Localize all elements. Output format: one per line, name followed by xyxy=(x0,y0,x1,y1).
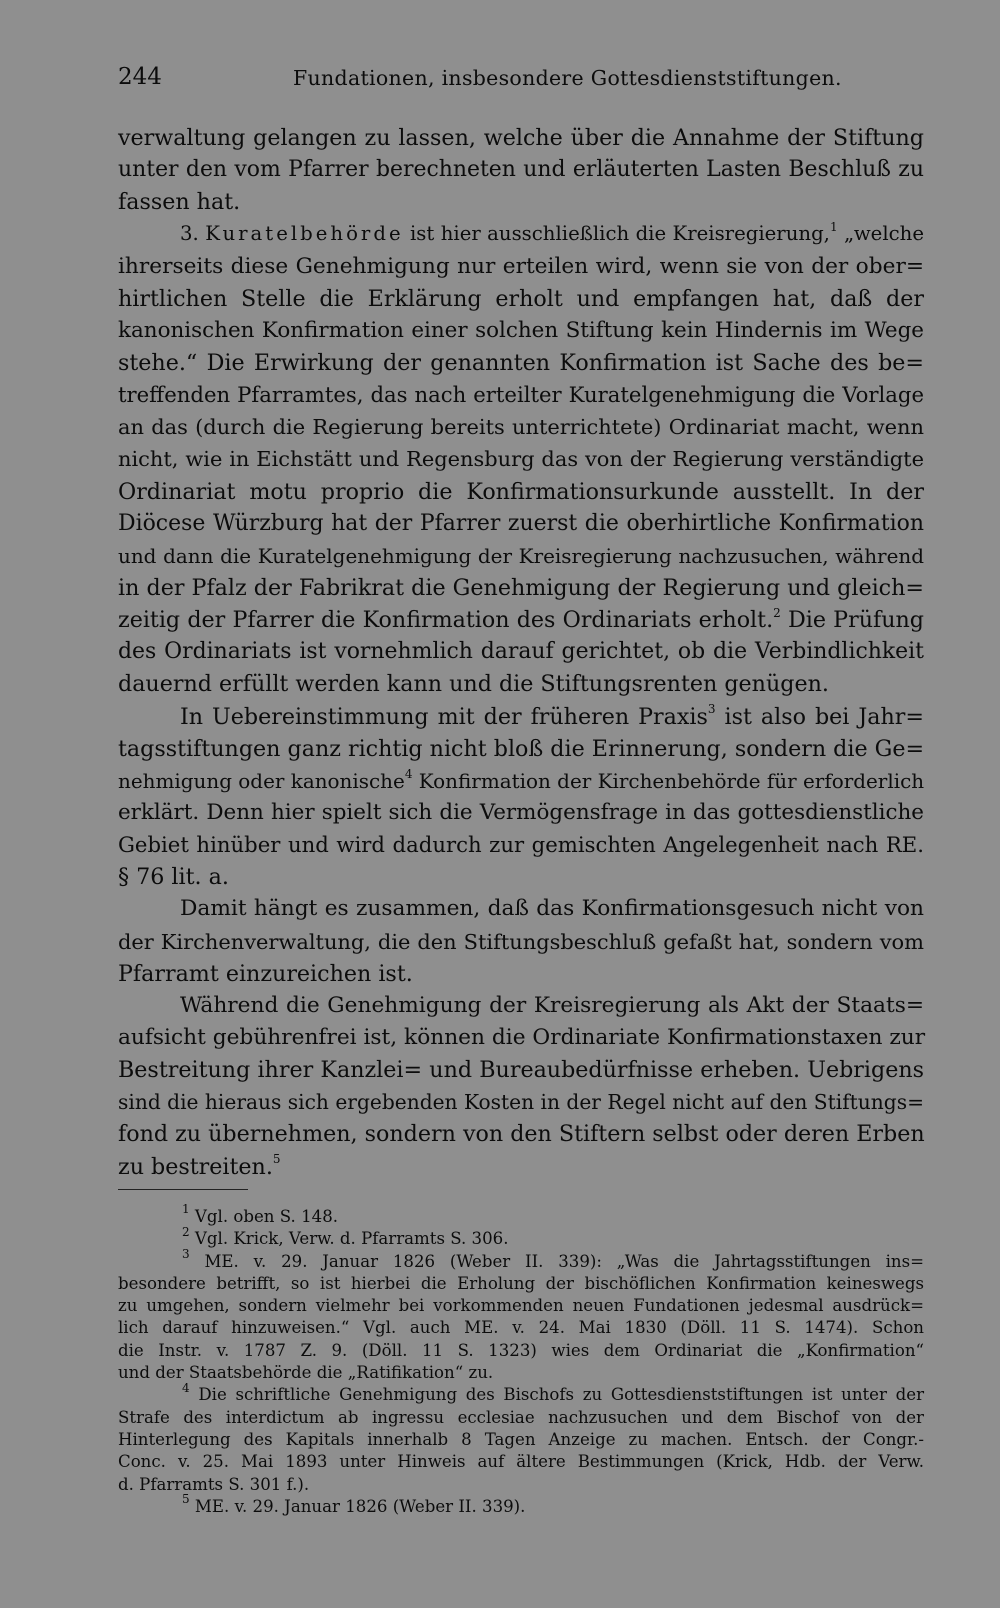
footnote-number: 4 xyxy=(182,1380,190,1395)
text-segment: zeitig der Pfarrer die Konfirmation des Ordinariats erholt. xyxy=(118,607,774,634)
text-line xyxy=(118,1151,924,1183)
text-line: verwaltung gelangen zu lassen, welche über die Annahme der Stiftung xyxy=(118,125,924,151)
text-line: stehe.“ Die Erwirkung der genannten Konfirmation ist Sache des be= xyxy=(118,349,924,376)
text-line: fond zu übernehmen, sondern von den Stiftern selbst oder deren Erben xyxy=(118,1121,925,1148)
text-line: § 76 lit. a. xyxy=(118,864,229,891)
text-line: an das (durch die Regierung bereits unterrichtete) Ordinariat macht, wenn xyxy=(118,415,924,440)
body-text xyxy=(118,122,924,1183)
text-line xyxy=(118,765,924,797)
footnote-ref: 2 xyxy=(773,605,781,620)
text-line: hirtlichen Stelle die Erklärung erholt und empfangen hat, daß der xyxy=(118,285,924,312)
text-line: Bestreitung ihrer Kanzlei= und Bureaubedürfnisse erheben. Uebrigens xyxy=(118,1057,924,1084)
running-title: Fundationen, insbesondere Gottesdienststiftungen. xyxy=(293,66,842,90)
text-line xyxy=(118,218,924,250)
footnote-line xyxy=(118,1492,924,1518)
footnote-line xyxy=(118,1380,924,1406)
text-segment: In Uebereinstimmung mit der früheren Praxis xyxy=(180,703,708,730)
footnote-text: ME. v. 29. Januar 1826 (Weber II. 339). xyxy=(189,1496,526,1516)
page-number: 244 xyxy=(118,64,162,90)
text-line: der Kirchenverwaltung, die den Stiftungsbeschluß gefaßt hat, sondern vom xyxy=(118,929,924,954)
text-segment: Konfirmation der Kirchenbehörde für erforderlich xyxy=(412,768,925,793)
footnote-text: Vgl. oben S. 148. xyxy=(189,1207,339,1226)
footnote-number: 1 xyxy=(182,1202,190,1217)
text-line: nicht, wie in Eichstätt und Regensburg das von der Regierung verständigte xyxy=(118,447,924,472)
footnote-separator xyxy=(118,1189,248,1190)
footnote-line: Hinterlegung des Kapitals innerhalb 8 Tagen Anzeige zu machen. Entsch. der Congr.- xyxy=(118,1429,924,1449)
paragraph-number: 3. xyxy=(180,222,206,246)
text-line: Damit hängt es zusammen, daß das Konfirmationsgesuch nicht von xyxy=(180,896,924,922)
footnote-line: besondere betrifft, so ist hierbei die Erholung der bischöflichen Konfirmation keineswegs xyxy=(118,1273,924,1293)
footnote-line: lich darauf hinzuweisen.“ Vgl. auch ME. v. 24. Mai 1830 (Döll. 11 S. 1474). Schon xyxy=(118,1318,924,1338)
footnote-text: Vgl. Krick, Verw. d. Pfarramts S. 306. xyxy=(189,1229,509,1249)
text-line: unter den vom Pfarrer berechneten und erläuterten Lasten Beschluß zu xyxy=(118,157,924,183)
footnote-line xyxy=(118,1202,924,1228)
text-line: in der Pfalz der Fabrikrat die Genehmigung der Regierung und gleich= xyxy=(118,574,924,601)
footnote-line: d. Pfarramts S. 301 f.). xyxy=(118,1474,310,1494)
text-segment: ist also bei Jahr= xyxy=(715,703,924,730)
emphasized-term: Kuratelbehörde xyxy=(205,222,404,246)
text-line: sind die hieraus sich ergebenden Kosten in der Regel nicht auf den Stiftungs= xyxy=(118,1090,924,1115)
text-line: treffenden Pfarramtes, das nach erteilter Kuratelgenehmigung die Vorlage xyxy=(118,382,924,408)
footnote-ref: 3 xyxy=(707,702,716,717)
text-line: Ordinariat motu proprio die Konfirmationsurkunde ausstellt. In der xyxy=(118,478,924,505)
text-segment: „welche xyxy=(837,222,924,246)
footnote-ref: 4 xyxy=(404,767,413,782)
text-line: des Ordinariats ist vornehmlich darauf gerichtet, ob die Verbindlichkeit xyxy=(118,639,924,665)
footnote-line: zu umgehen, sondern vielmehr bei vorkommenden neuen Fundationen jedesmal ausdrück= xyxy=(118,1296,924,1316)
footnote-ref: 1 xyxy=(829,219,838,234)
text-line: Pfarramt einzureichen ist. xyxy=(118,960,413,987)
footnote-line: Conc. v. 25. Mai 1893 unter Hinweis auf ältere Bestimmungen (Krick, Hdb. der Verw. xyxy=(118,1452,924,1472)
footnote-number: 5 xyxy=(182,1492,190,1507)
page-header xyxy=(118,64,903,100)
footnote-line: und der Staatsbehörde die „Ratifikation“ zu. xyxy=(118,1363,494,1383)
footnote-ref: 5 xyxy=(272,1152,281,1167)
footnote-line xyxy=(118,1224,924,1250)
text-line: aufsicht gebührenfrei ist, können die Ordinariate Konfirmationstaxen zur xyxy=(118,1024,926,1050)
text-line: dauernd erfüllt werden kann und die Stiftungsrenten genügen. xyxy=(118,671,829,698)
footnote-line: Strafe des interdictum ab ingressu ecclesiae nachzusuchen und dem Bischof von der xyxy=(118,1407,924,1427)
text-line: Gebiet hinüber und wird dadurch zur gemischten Angelegenheit nach RE. xyxy=(118,832,924,858)
footnote-text: Die schriftliche Genehmigung des Bischofs zu Gottesdienststiftungen ist unter der xyxy=(189,1385,924,1405)
footnote-number: 3 xyxy=(182,1247,190,1262)
footnote-text: ME. v. 29. Januar 1826 (Weber II. 339): „Was die Jahrtagsstiftungen ins= xyxy=(189,1251,924,1271)
text-line: ihrerseits diese Genehmigung nur erteilen wird, wenn sie von der ober= xyxy=(118,253,924,279)
text-line: Diöcese Würzburg hat der Pfarrer zuerst die oberhirtliche Konfirmation xyxy=(118,510,924,536)
text-line: kanonischen Konfirmation einer solchen Stiftung kein Hindernis im Wege xyxy=(118,317,924,343)
footnote-number: 2 xyxy=(182,1224,190,1239)
text-segment: nehmigung oder kanonische xyxy=(118,768,405,793)
text-line: und dann die Kuratelgenehmigung der Kreisregierung nachzusuchen, während xyxy=(118,543,924,568)
text-segment: ist hier ausschließlich die Kreisregierung, xyxy=(403,222,830,246)
text-line: erklärt. Denn hier spielt sich die Vermögensfrage in das gottesdienstliche xyxy=(118,799,924,825)
text-segment: Die Prüfung xyxy=(780,607,924,634)
footnotes xyxy=(118,1202,924,1518)
text-segment: zu bestreiten. xyxy=(118,1153,273,1180)
text-line xyxy=(118,701,924,733)
text-line: Während die Genehmigung der Kreisregierung als Akt der Staats= xyxy=(180,992,924,1018)
text-line: fassen hat. xyxy=(118,189,241,216)
footnote-line: die Instr. v. 1787 Z. 9. (Döll. 11 S. 1323) wies dem Ordinariat die „Konfirmation“ xyxy=(118,1340,924,1360)
text-line xyxy=(118,604,924,636)
footnote-line xyxy=(118,1247,924,1273)
text-line: tagsstiftungen ganz richtig nicht bloß die Erinnerung, sondern die Ge= xyxy=(118,735,925,762)
